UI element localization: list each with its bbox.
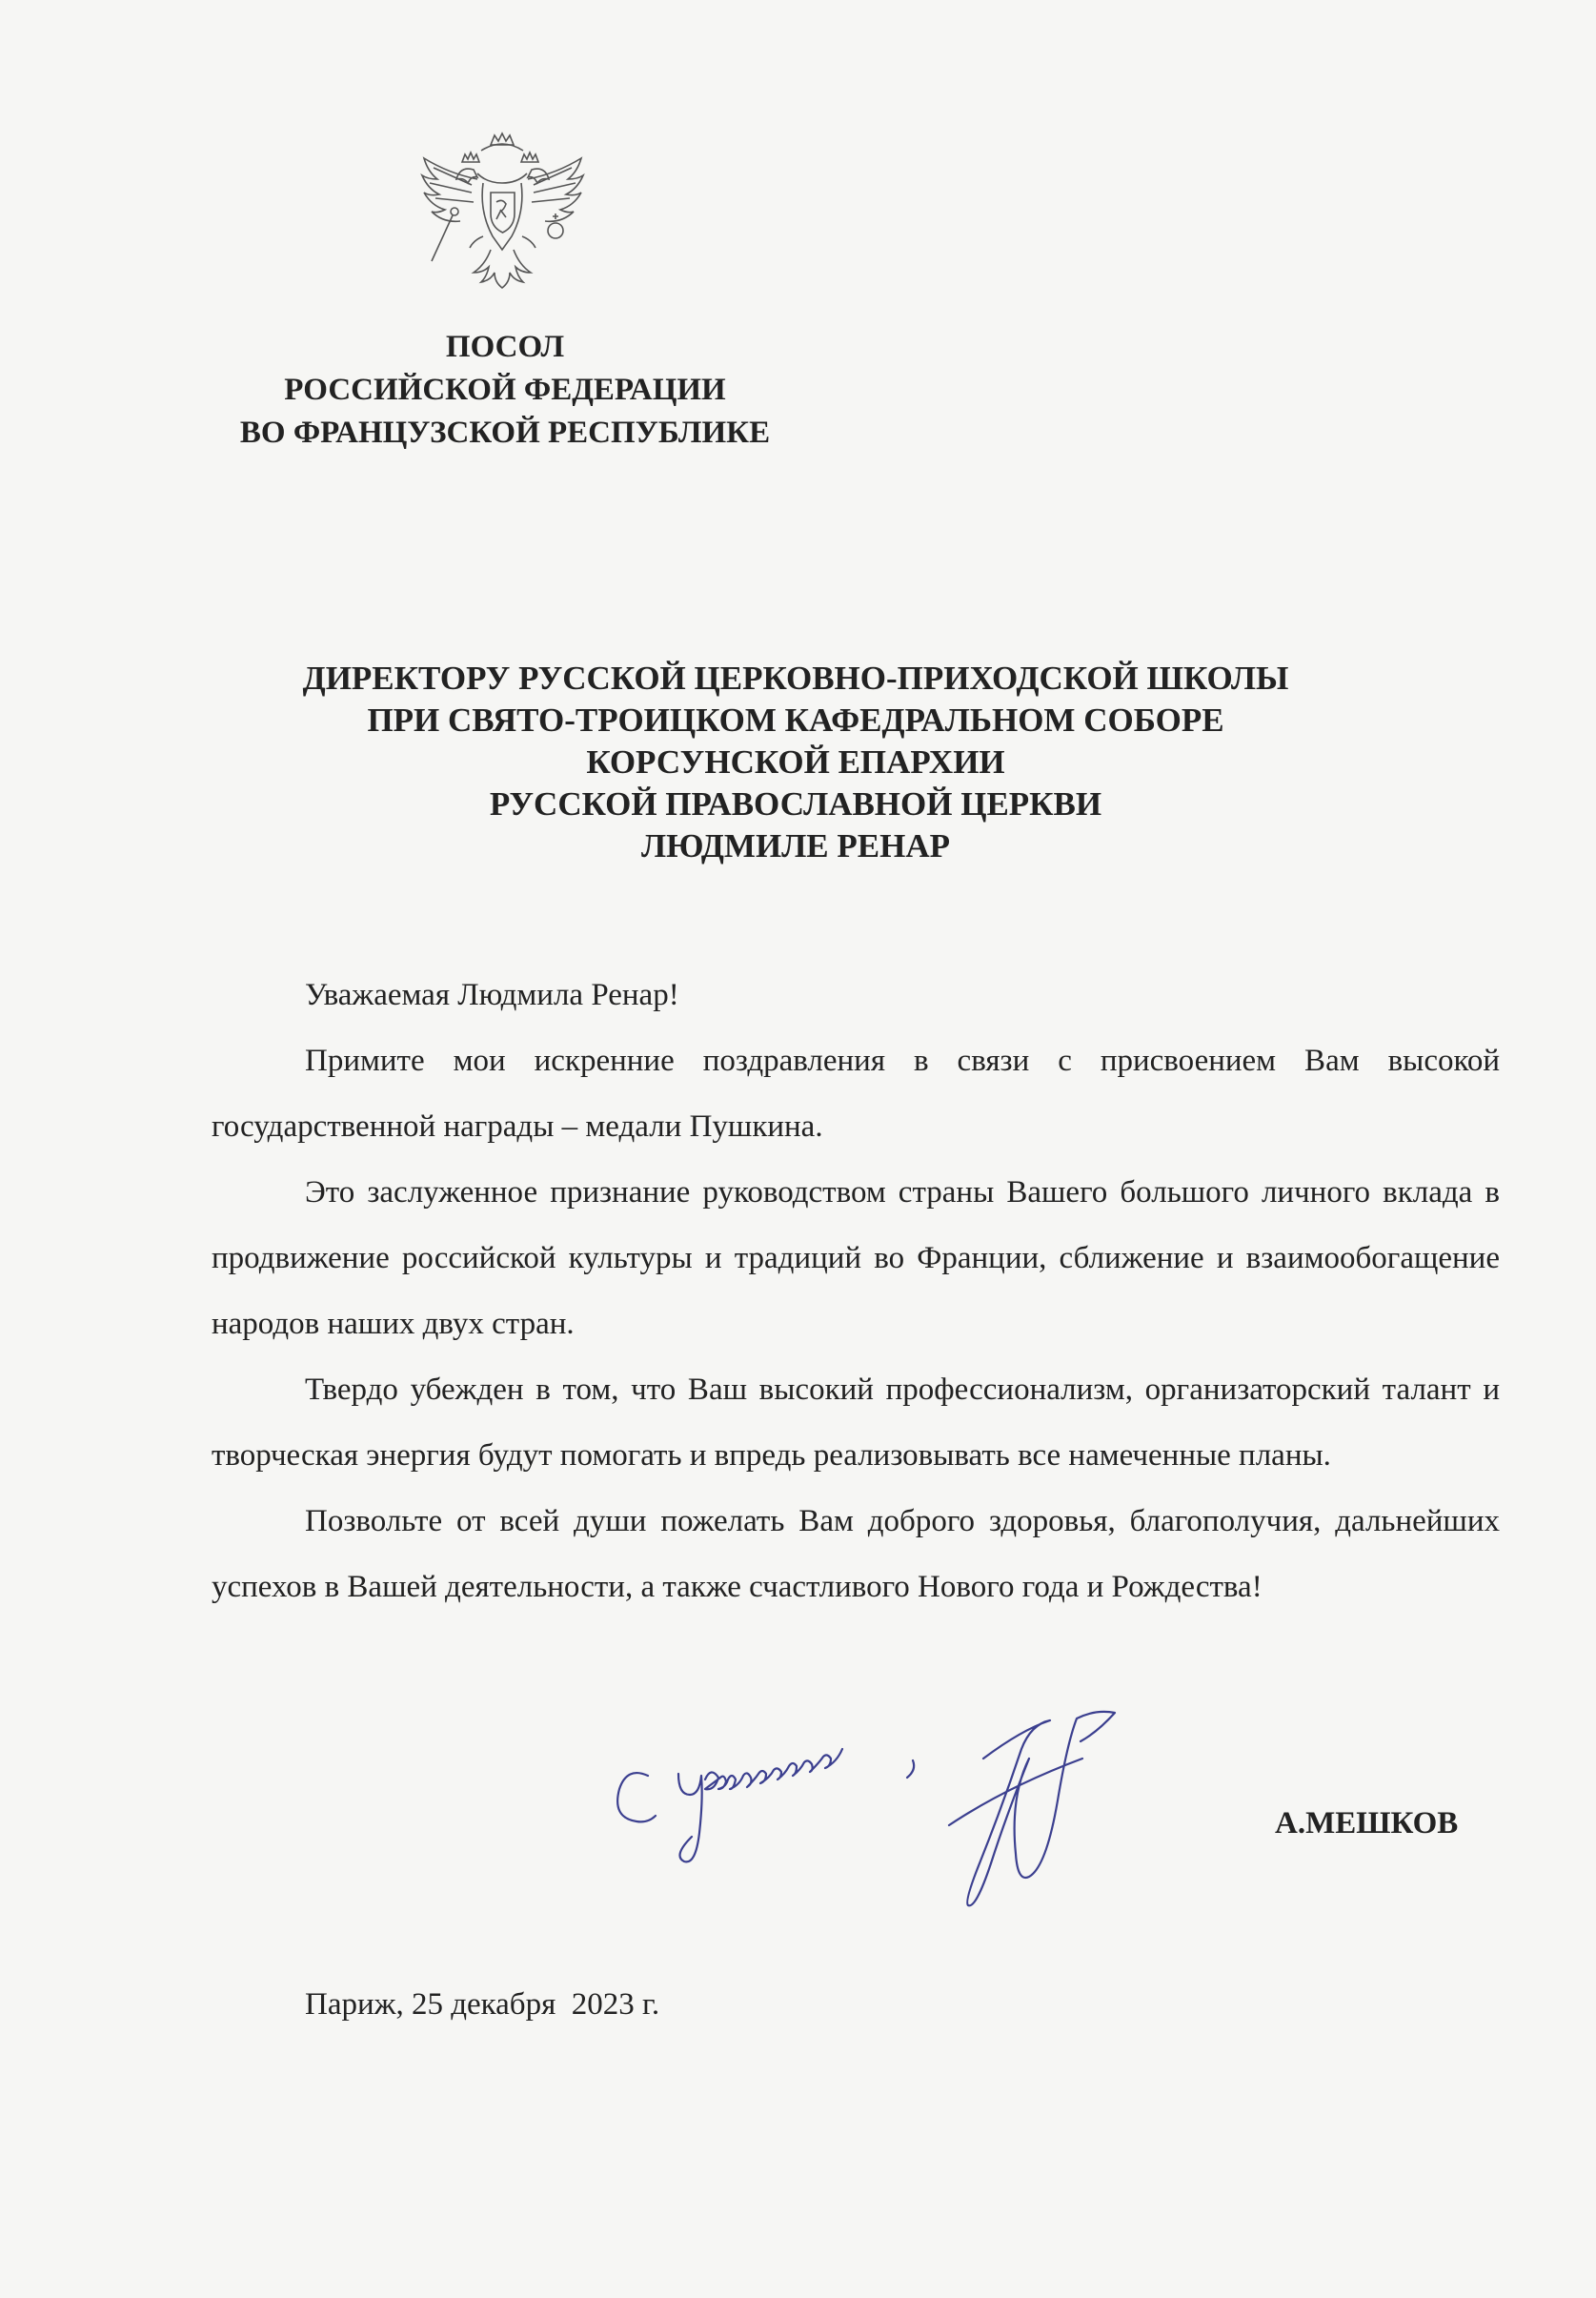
body-paragraph: Примите мои искренние поздравления в связи с присвоением Вам высокой государственной награды – медали Пушкина. — [212, 1044, 1500, 1144]
sender-line: РОССИЙСКОЙ ФЕДЕРАЦИИ — [284, 373, 726, 407]
recipient-line: КОРСУНСКОЙ ЕПАРХИИ — [586, 743, 1005, 781]
greeting: Уважаемая Людмила Ренар! — [305, 978, 679, 1012]
sender-line: ПОСОЛ — [445, 330, 565, 364]
body-paragraph: Это заслуженное признание руководством страны Вашего большого личного вклада в продвижение российской культуры и традиций во Франции, сближение и взаимообогащение народов наших двух стран. — [212, 1175, 1500, 1341]
letter-body — [212, 963, 1500, 1620]
recipient-address — [172, 658, 1420, 867]
body-paragraph: Твердо убежден в том, что Ваш высокий профессионализм, организаторский талант и творческая энергия будут помогать и впредь реализовывать все намеченные планы. — [212, 1373, 1500, 1473]
sender-title — [181, 326, 829, 455]
recipient-line: ЛЮДМИЛЕ РЕНАР — [641, 827, 950, 864]
recipient-line: ПРИ СВЯТО-ТРОИЦКОМ КАФЕДРАЛЬНОМ СОБОРЕ — [367, 702, 1224, 739]
body-paragraph: Позвольте от всей души пожелать Вам доброго здоровья, благополучия, дальнейших успехов в Вашей деятельности, а также счастливого Нового года и Рождества! — [212, 1504, 1500, 1604]
signatory-name: А.МЕШКОВ — [1275, 1806, 1459, 1840]
handwritten-closing-and-signature — [610, 1692, 1353, 1940]
recipient-line: РУССКОЙ ПРАВОСЛАВНОЙ ЦЕРКВИ — [489, 785, 1102, 823]
coat-of-arms-icon — [414, 124, 591, 295]
recipient-line: ДИРЕКТОРУ РУССКОЙ ЦЕРКОВНО-ПРИХОДСКОЙ ШКОЛЫ — [302, 660, 1289, 697]
place-and-date: Париж, 25 декабря 2023 г. — [305, 1987, 660, 2022]
sender-line: ВО ФРАНЦУЗСКОЙ РЕСПУБЛИКЕ — [239, 416, 771, 450]
